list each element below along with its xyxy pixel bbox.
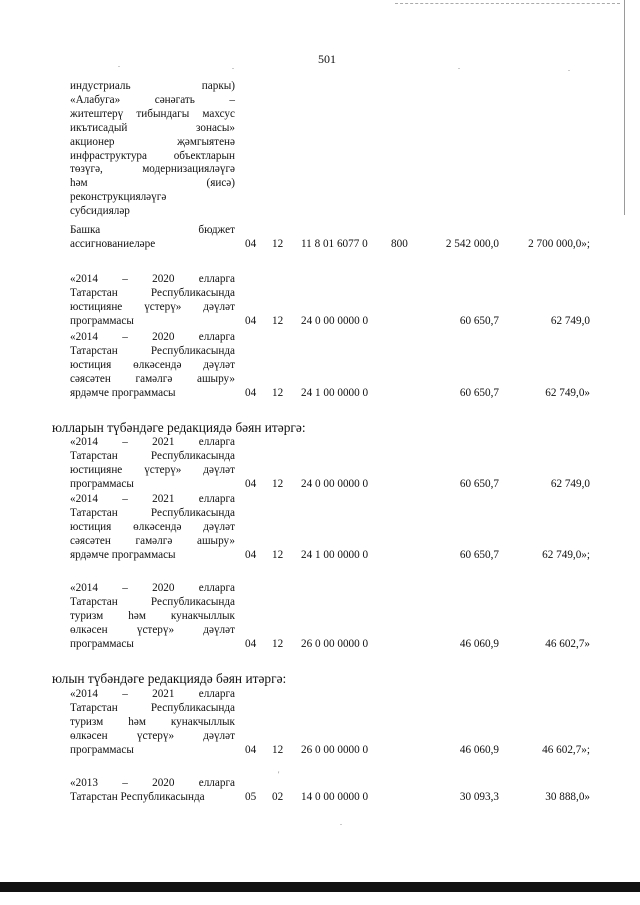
row-name-line: ярдәмче программасы [70,548,176,561]
section-code: 04 [245,387,257,399]
amount-year-2: 46 602,7» [545,638,590,650]
row-name-line: юстицияне үстерү» дәүләт [70,463,235,476]
amount-year-1: 46 060,9 [459,638,499,650]
section-code: 04 [245,315,257,327]
row-name [70,80,235,219]
amount-year-1: 60 650,7 [459,478,499,490]
row-name-line: акционер җәмгыятенә [70,135,235,148]
subsection-code: 12 [272,238,284,250]
target-article-code: 26 0 00 0000 0 [301,638,369,650]
row-name [70,688,235,758]
row-name-line: һәм (яисә) [70,177,235,190]
row-name-line: «2014 – 2021 елларга [70,493,235,505]
row-name-line: төзүгә, модернизацияләүгә [70,163,235,176]
section-code: 05 [245,791,257,803]
row-name-line: «2014 – 2021 елларга [70,688,235,700]
row-name-line: икътисадый зонасы» [70,121,235,134]
row-name-line: өлкәсен үстерү» дәүләт [70,623,235,636]
expense-type-code: 800 [391,238,408,250]
right-margin-rule [624,0,625,215]
row-name-line: «2013 – 2020 елларга [70,777,235,789]
subsection-code: 12 [272,744,284,756]
target-article-code: 14 0 00 0000 0 [301,791,369,803]
amount-year-1: 60 650,7 [459,315,499,327]
amount-year-2: 46 602,7»; [542,744,590,756]
amount-year-1: 30 093,3 [459,791,499,803]
row-name-line: программасы [70,637,134,650]
row-name [70,582,235,652]
row-name-line: ярдәмче программасы [70,386,176,399]
subsection-code: 02 [272,791,284,803]
row-name-line: Татарстан Республикасында [70,344,235,357]
row-name-line: өлкәсен үстерү» дәүләт [70,729,235,742]
row-name-line: Татарстан Республикасында [70,701,235,714]
row-name [70,331,235,401]
row-name-line: сәясәтен гамәлгә ашыру» [70,372,235,385]
amount-year-2: 30 888,0» [545,791,590,803]
page-number: 501 [318,52,336,66]
row-name-line: «2014 – 2021 елларга [70,436,235,448]
row-name-line: Татарстан Республикасында [70,506,235,519]
speck: . [232,62,234,71]
amount-year-1: 60 650,7 [459,549,499,561]
section-code: 04 [245,478,257,490]
subsection-code: 12 [272,315,284,327]
row-name-line: туризм һәм кунакчыллык [70,609,235,622]
row-name-line: «2014 – 2020 елларга [70,582,235,594]
row-name-line: юстиция өлкәсендә дәүләт [70,358,235,371]
row-name-line: индустриаль паркы) [70,80,235,92]
row-name-line: реконструкцияләүгә [70,191,167,204]
amount-year-1: 60 650,7 [459,387,499,399]
row-name-line: юстицияне үстерү» дәүләт [70,300,235,313]
speck: . [118,60,120,69]
row-name-line: Башка бюджет [70,224,235,236]
subsection-code: 12 [272,387,284,399]
row-name-line: инфраструктура объектларын [70,149,235,162]
amount-year-2: 2 700 000,0»; [528,238,590,250]
amount-year-1: 2 542 000,0 [445,238,499,250]
row-name-line: «2014 – 2020 елларга [70,273,235,285]
row-name-line: ассигнованиеләре [70,237,156,250]
row-name-line: Татарстан Республикасында [70,790,205,803]
scan-bottom-edge [0,882,640,892]
target-article-code: 24 0 00 0000 0 [301,478,369,490]
section-code: 04 [245,549,257,561]
target-article-code: 26 0 00 0000 0 [301,744,369,756]
row-name-line: программасы [70,314,134,327]
section-code: 04 [245,638,257,650]
target-article-code: 24 1 00 0000 0 [301,387,369,399]
row-name-line: программасы [70,743,134,756]
amendment-instruction: юлын түбәндәге редакциядә бәян итәргә: [52,671,287,686]
section-code: 04 [245,238,257,250]
speck: . [458,62,460,71]
row-name-line: программасы [70,477,134,490]
row-name [70,436,235,492]
amount-year-2: 62 749,0»; [542,549,590,561]
target-article-code: 11 8 01 6077 0 [301,238,368,250]
section-code: 04 [245,744,257,756]
row-name [70,224,235,252]
amount-year-2: 62 749,0 [550,478,590,490]
speck: . [568,64,570,73]
amount-year-2: 62 749,0 [550,315,590,327]
row-name-line: юстиция өлкәсендә дәүләт [70,520,235,533]
row-name-line: сәясәтен гамәлгә ашыру» [70,534,235,547]
speck: . [340,818,342,827]
speck: ' [278,770,280,779]
row-name-line: Татарстан Республикасында [70,595,235,608]
row-name-line: Татарстан Республикасында [70,286,235,299]
row-name [70,273,235,329]
row-name-line: туризм һәм кунакчыллык [70,715,235,728]
row-name-line: житештерү тибындагы махсус [70,107,235,120]
amount-year-2: 62 749,0» [545,387,590,399]
row-name [70,493,235,563]
top-dashed-rule [395,3,620,5]
amendment-instruction: юлларын түбәндәге редакциядә бәян итәргә: [52,420,306,435]
row-name-line: субсидияләр [70,205,130,218]
subsection-code: 12 [272,549,284,561]
row-name-line: Татарстан Республикасында [70,449,235,462]
target-article-code: 24 1 00 0000 0 [301,549,369,561]
target-article-code: 24 0 00 0000 0 [301,315,369,327]
row-name [70,777,235,805]
subsection-code: 12 [272,478,284,490]
amount-year-1: 46 060,9 [459,744,499,756]
row-name-line: «Алабуга» сәнәгать – [70,93,235,106]
row-name-line: «2014 – 2020 елларга [70,331,235,343]
subsection-code: 12 [272,638,284,650]
